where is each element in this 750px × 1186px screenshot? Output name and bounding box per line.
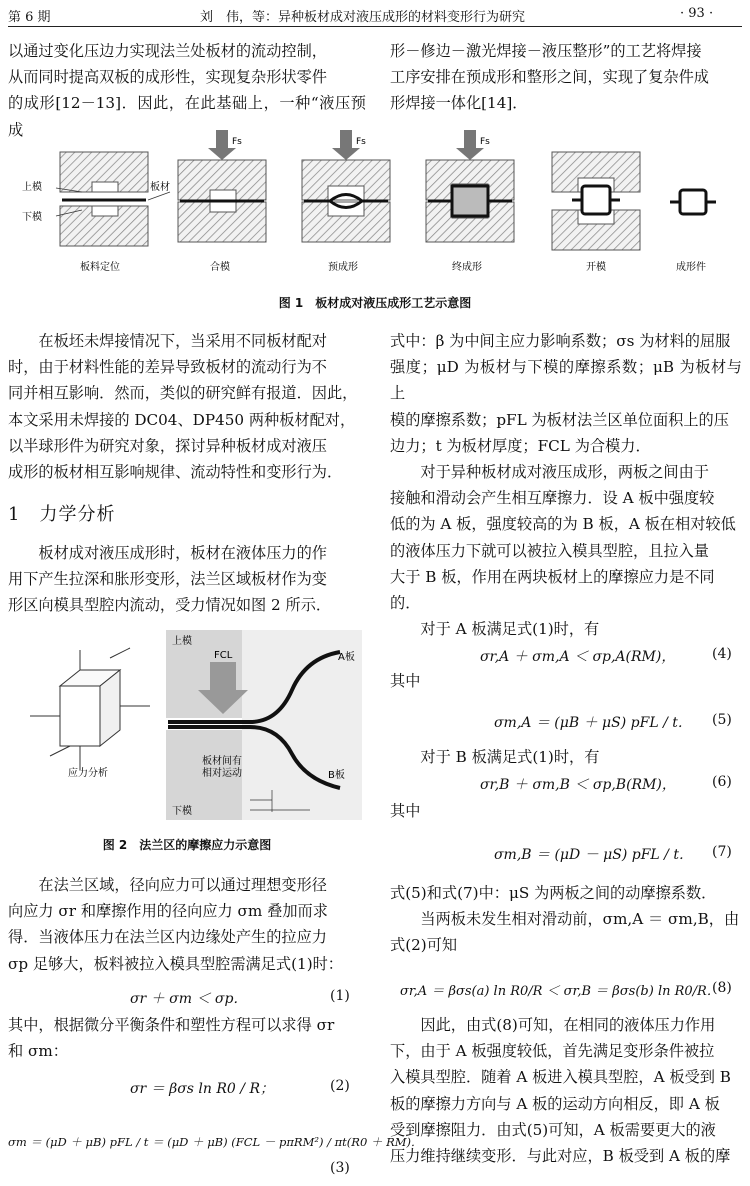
text-line: 强度；μD 为板材与下模的摩擦系数；μB 为板材与上 xyxy=(390,358,742,403)
right-top-text xyxy=(390,38,742,117)
text-line: 本文采用未焊接的 DC04、DP450 两种板材配对， xyxy=(8,410,356,429)
equation-number: (8) xyxy=(712,980,732,996)
text-line: 形－修边－激光焊接－液压整形”的工艺将焊接 xyxy=(390,42,702,60)
text-line: 式(2)可知 xyxy=(390,936,458,955)
text-line: 得．当液体压力在法兰区内边缘处产生的拉应力 xyxy=(8,928,327,947)
stage-label: 终成形 xyxy=(452,262,482,273)
figure-2-friction-diagram xyxy=(10,630,366,820)
label-sheet: 板材 xyxy=(150,182,170,193)
stress-cube xyxy=(30,648,150,770)
figure-1-process-diagram xyxy=(20,130,730,280)
label-upper-die: 上模 xyxy=(22,182,42,193)
text-line: 当两板未发生相对滑动前，σm,A ＝ σm,B，由 xyxy=(420,910,740,929)
stage-final-forming xyxy=(426,130,514,242)
label-relative-motion: 相对运动 xyxy=(202,768,242,779)
text-qizhong: 其中 xyxy=(390,672,421,690)
right-bottom-text xyxy=(390,1012,742,1169)
text-line: 时，由于材料性能的差异导致板材的流动行为不 xyxy=(8,358,327,377)
equation-number: (5) xyxy=(712,712,732,728)
text-line: 的成形[12－13]．因此，在此基础上，一种“液压预成 xyxy=(8,94,366,139)
text-forB xyxy=(390,744,742,770)
text-line: 对于异种板材成对液压成形，两板之间由于 xyxy=(420,463,709,482)
page-header xyxy=(0,0,750,26)
text-line: 的液体压力下就可以被拉入模具型腔，且拉入量 xyxy=(390,541,709,560)
text-line: 从而同时提高双板的成形性，实现复杂形状零件 xyxy=(8,68,327,87)
text-line: 形焊接一体化[14]． xyxy=(390,94,528,113)
text-line: 压力维持继续变形．与此对应，B 板受到 A 板的摩 xyxy=(390,1147,731,1166)
text-line: σp 足够大，板料被拉入模具型腔需满足式(1)时： xyxy=(8,954,343,973)
text-line: 其中，根据微分平衡条件和塑性方程可以求得 σr xyxy=(8,1016,335,1034)
text-line: 在法兰区域，径向应力可以通过理想变形径 xyxy=(38,876,327,894)
text-line: 向应力 σr 和摩擦作用的径向应力 σm 叠加而求 xyxy=(8,902,328,921)
stage-label: 合模 xyxy=(210,262,230,273)
equation-7: σm,B ＝ (μD － μS) pFL / t． xyxy=(494,847,693,863)
stage-label: 开模 xyxy=(586,262,606,273)
equation-number: (2) xyxy=(330,1078,350,1094)
issue-number: 第 6 期 xyxy=(8,10,51,25)
left-mid-text-2 xyxy=(8,540,366,619)
running-title: 刘 伟，等：异种板材成对液压成形的材料变形行为研究 xyxy=(200,10,526,25)
label-upper-die: 上模 xyxy=(172,636,192,647)
text-line: 模的摩擦系数；pFL 为板材法兰区单位面积上的压 xyxy=(390,410,729,429)
header-rule xyxy=(8,26,742,27)
equation-number: (7) xyxy=(712,844,732,860)
text-line: 式(5)和式(7)中：μS 为两板之间的动摩擦系数． xyxy=(390,884,717,902)
equation-1: σr ＋ σm ＜ σp． xyxy=(130,991,248,1007)
text-qizhong: 其中 xyxy=(390,802,421,820)
left-bottom-text xyxy=(8,872,366,977)
left-mid-text xyxy=(8,328,366,485)
text-line: 形区向模具型腔内流动，受力情况如图 2 所示． xyxy=(8,596,332,615)
equation-8: σr,A ＝ βσs(a) ln R0/R ＜ σr,B ＝ βσs(b) ln R0/R． xyxy=(400,984,720,999)
text-line: 接触和滑动会产生相互摩擦力．设 A 板中强度较 xyxy=(390,489,715,508)
label-lower-die: 下模 xyxy=(22,212,42,223)
text-line: 低的为 A 板，强度较高的为 B 板，A 板在相对较低 xyxy=(390,515,736,534)
equation-number: (4) xyxy=(712,646,732,662)
stage-closing xyxy=(178,130,266,242)
equation-2: σr ＝ βσs ln R0 / R； xyxy=(130,1081,274,1097)
equation-number: (3) xyxy=(330,1160,350,1176)
figure-1-caption: 图 1 板材成对液压成形工艺示意图 xyxy=(278,296,472,310)
text-line: 在板坯未焊接情况下，当采用不同板材配对 xyxy=(38,332,327,350)
text-line: 以半球形件为研究对象，探讨异种板材成对液压 xyxy=(8,436,327,455)
stage-label: 板料定位 xyxy=(80,262,120,273)
stage-opening xyxy=(552,152,640,250)
label-stress-analysis: 应力分析 xyxy=(68,768,108,779)
text-line: 受到摩擦阻力．由式(5)可知，A 板需要更大的液 xyxy=(390,1120,716,1139)
equation-6: σr,B ＋ σm,B ＜ σp,B(RM)， xyxy=(480,777,676,793)
text-line: 大于 B 板，作用在两块板材上的摩擦应力是不同 xyxy=(390,567,715,586)
left-bottom-text-2 xyxy=(8,1012,366,1064)
left-top-text xyxy=(8,38,366,143)
text-line: 板的摩擦力方向与 A 板的运动方向相反，即 A 板 xyxy=(390,1094,720,1113)
stage-preforming xyxy=(302,130,390,242)
text-line: 因此，由式(8)可知，在相同的液体压力作用 xyxy=(420,1016,716,1034)
text-line: 用下产生拉深和胀形变形，法兰区域板材作为变 xyxy=(8,570,327,589)
section-heading: 1 力学分析 xyxy=(8,504,116,525)
label-relative-motion: 板材间有 xyxy=(202,756,242,767)
label-sheet-b: B板 xyxy=(328,770,345,781)
equation-number: (1) xyxy=(330,988,350,1004)
equation-number: (6) xyxy=(712,774,732,790)
text-line: 边力；t 为板材厚度；FCL 为合模力． xyxy=(390,436,651,455)
text-line: 工序安排在预成形和整形之间，实现了复杂件成 xyxy=(390,68,709,87)
page-number: · 93 · xyxy=(680,6,714,21)
text-line: 以通过变化压边力实现法兰处板材的流动控制， xyxy=(8,42,327,60)
text-line: 同并相互影响．然而，类似的研究鲜有报道．因此， xyxy=(8,384,358,403)
equation-5: σm,A ＝ (μB ＋ μS) pFL / t． xyxy=(494,715,692,731)
text-line: 的． xyxy=(390,594,421,613)
text-line: 对于 A 板满足式(1)时，有 xyxy=(420,620,600,639)
text-line: 下，由于 A 板强度较低，首先满足变形条件被拉 xyxy=(390,1042,715,1061)
label-lower-die: 下模 xyxy=(172,806,192,817)
stage-formed-part xyxy=(670,190,716,214)
text-line: 式中：β 为中间主应力影响系数；σs 为材料的屈服 xyxy=(390,332,731,350)
stage-positioning xyxy=(60,152,148,246)
force-label: Fs xyxy=(232,137,242,147)
text-line: 成形的板材相互影响规律、流动特性和变形行为． xyxy=(8,463,343,482)
force-label: Fs xyxy=(480,137,490,147)
text-line: 板材成对液压成形时，板材在液体压力的作 xyxy=(38,544,327,562)
stage-label: 预成形 xyxy=(328,262,358,273)
right-lower-text xyxy=(390,880,742,959)
right-mid-text xyxy=(390,328,742,642)
text-line: 和 σm： xyxy=(8,1042,68,1061)
label-sheet-a: A板 xyxy=(338,652,355,663)
equation-4: σr,A ＋ σm,A ＜ σp,A(RM)， xyxy=(480,649,676,665)
text-line: 入模具型腔．随着 A 板进入模具型腔，A 板受到 B xyxy=(390,1068,731,1087)
force-label: Fs xyxy=(356,137,366,147)
text-line: 对于 B 板满足式(1)时，有 xyxy=(420,748,600,766)
equation-3: σm ＝ (μD ＋ μB) pFL / t ＝ (μD ＋ μB) (FCL － pπRM²) / πt(R0 ＋ RM)． xyxy=(8,1135,423,1149)
label-fcl: FCL xyxy=(214,650,233,661)
figure-2-caption: 图 2 法兰区的摩擦应力示意图 xyxy=(102,838,272,852)
stage-label: 成形件 xyxy=(676,262,706,273)
